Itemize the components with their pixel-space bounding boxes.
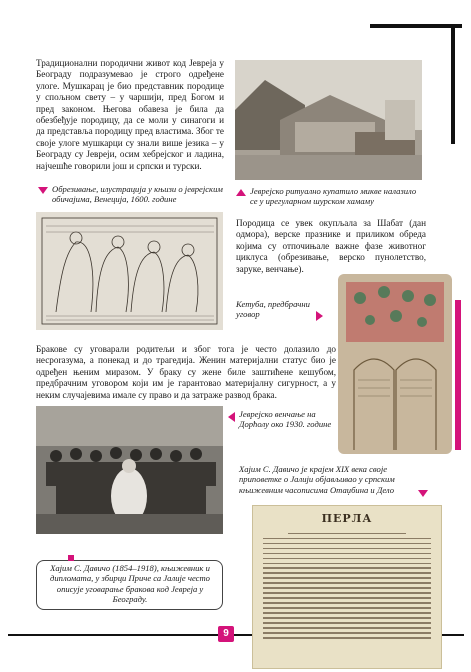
intro-paragraph: Традиционални породични живот код Јевреја у Београду подразумевао је строго одређене улоге. Мушкарац је био представник породице у спољном свету – у чаршији, пред Богом и пред законом. Његова обавеза је била да обезбеђује породицу, да се моли у синагоги и да представља породицу пред властима. Због те своје улоге мушкарци су знали више језика – у Београду су Јевреји, осим хебрејског и ладина, најчешће говорили још и српски и турски. [36,58,224,171]
caption-marker-down-icon [38,187,48,194]
wedding-photo [36,406,223,534]
document-title: ПЕРЛА [321,512,373,525]
right-edge-bar [451,24,455,144]
ketubah-image [336,270,454,456]
wedding-caption: Јеврејско венчање на Дорћолу око 1930. године [239,409,332,430]
ritual-bath-caption: Јеврејско ритуално купатило микве налазило се у ирегуларном шурском хамаму [250,186,417,207]
caption-marker-left-icon [228,412,235,422]
circumcision-caption: Обрезивање, илустрација у књизи о јеврејским обичајима, Венеција, 1600. године [52,184,223,205]
davicho-document-caption: Хајим С. Давичо је крајем XIX века своје приповетке о Јалији објављивао у српским књижевним часописима Отаџбина и Дело [239,464,395,495]
perla-document-image [253,506,441,668]
marriage-paragraph: Бракове су уговарали родитељи и због тога је често долазило до несporазума, а понекад и до трагедија. Женин материјални статус био је одређен њеним миразом. У браку су жене биле заштићене кешубом, предбрачним уговором који им је гарантовао материјалну сигурност, а у неким случајевима имале су право и да затраже развод брака. [36,344,336,400]
ritual-bath-photo [235,60,422,180]
davicho-bio-caption: Хајим С. Давичо (1854–1918), књижевник и дипломата, у збирци Приче са Јалије често описује уговарање бракова код Јевреја у Београду. [50,563,210,605]
ketubah-caption: Кетуба, предбрачни уговор [236,299,310,320]
right-accent-bar [455,300,461,450]
top-right-bar [370,24,462,28]
page-number: 9 [223,628,229,639]
circumcision-engraving [36,212,223,330]
bio-marker-square [68,555,74,561]
caption-marker-down-icon [418,490,428,497]
caption-marker-up-icon [236,189,246,196]
caption-marker-right-icon [316,311,323,321]
family-paragraph: Породица се увек окупљала за Шабат (дан одмора), верске празнике и приликом обреда којима су отпочињале важне фазе животног циклуса (обрезивање, верско пунолетство, заруке, венчање). [236,218,426,274]
